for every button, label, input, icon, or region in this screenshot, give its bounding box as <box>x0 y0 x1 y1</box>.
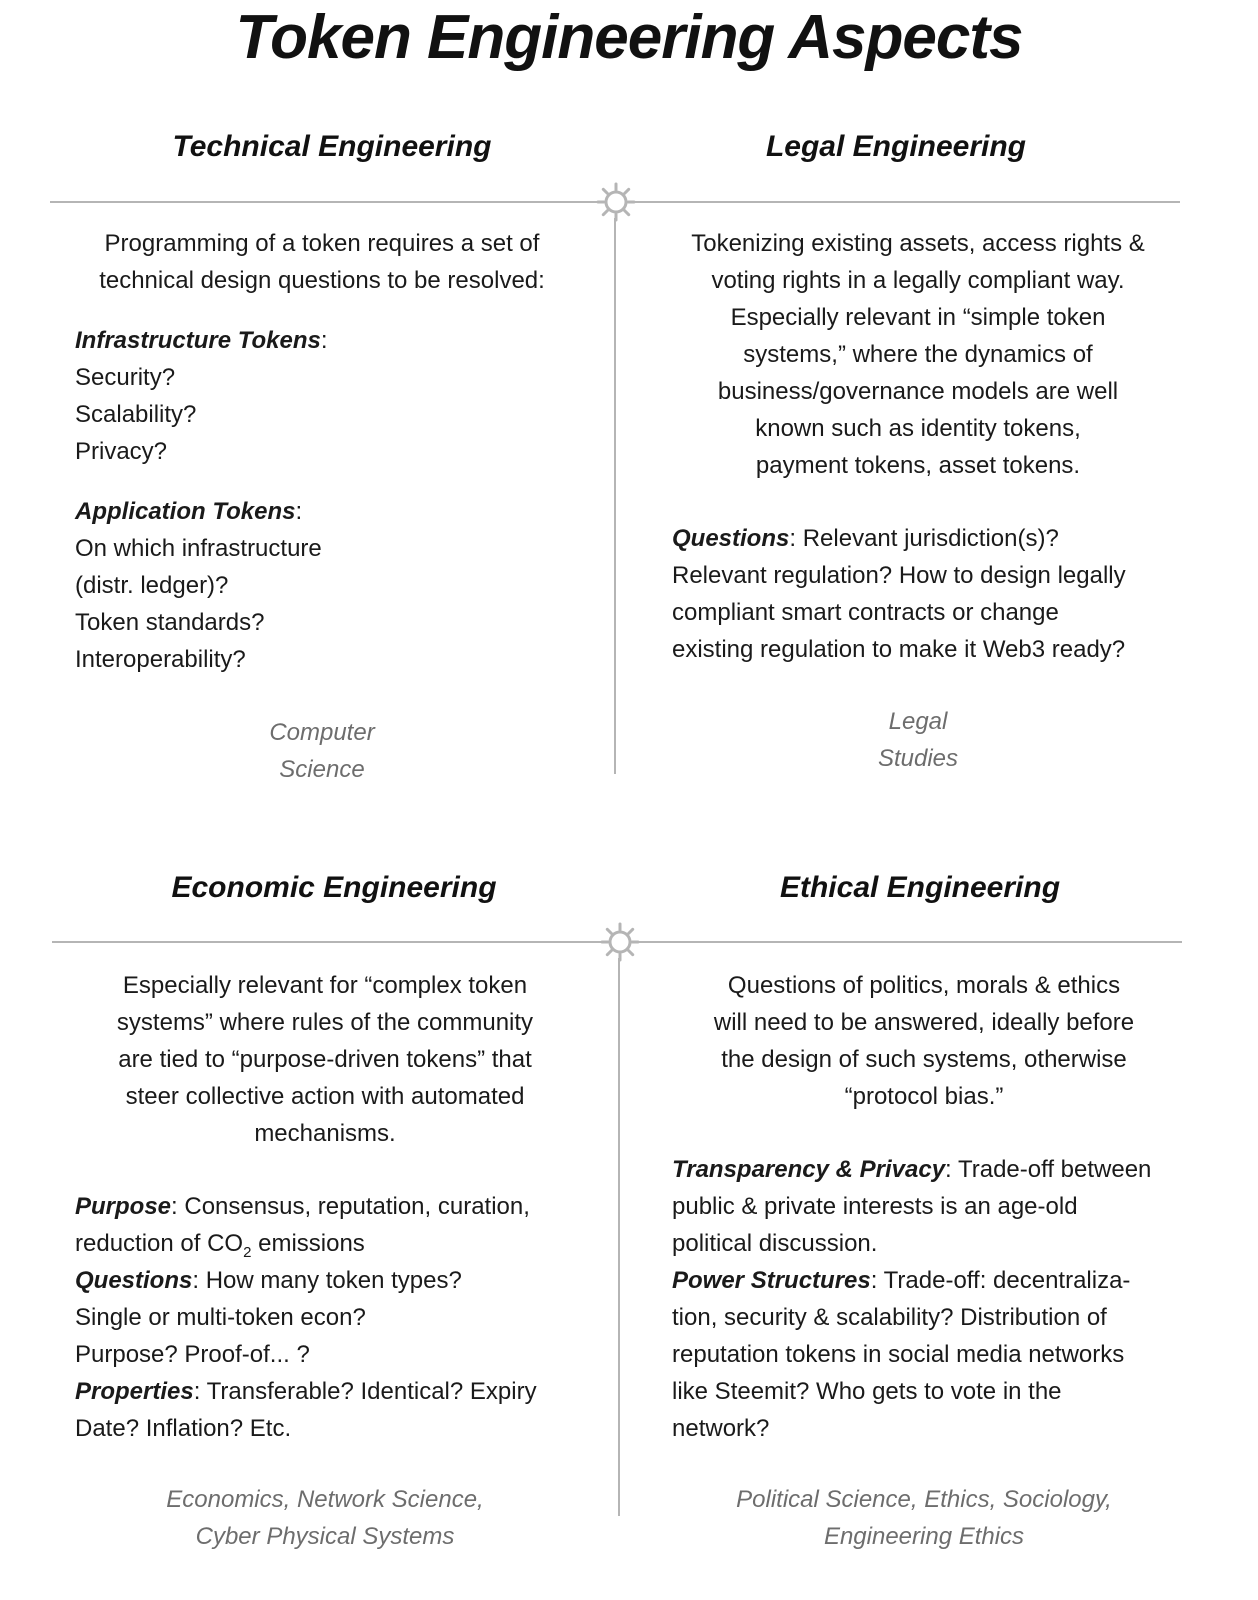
application-item: Interoperability? <box>75 646 246 673</box>
legal-intro-line: systems,” where the dynamics of <box>743 341 1093 368</box>
ethical-intro-line: “protocol bias.” <box>844 1083 1004 1110</box>
legal-intro-line: Especially relevant in “simple token <box>730 304 1106 331</box>
application-item: Token standards? <box>75 609 265 636</box>
economic-heading: Economic Engineering <box>171 871 497 904</box>
technical-intro <box>72 225 572 299</box>
legal-intro <box>652 225 1184 484</box>
ethical-intro-line: Questions of politics, morals & ethics <box>727 972 1121 999</box>
economic-intro-line: are tied to “purpose-driven tokens” that <box>118 1046 532 1073</box>
legal-questions-label: Questions <box>672 525 790 552</box>
technical-infrastructure: Infrastructure Tokens: Security? Scalability? Privacy? <box>75 322 575 470</box>
ethical-heading: Ethical Engineering <box>779 871 1061 904</box>
gear-icon <box>596 182 636 222</box>
infrastructure-item: Security? <box>75 364 176 391</box>
page-title: Token Engineering Aspects <box>235 3 1023 72</box>
properties-label: Properties <box>75 1378 194 1405</box>
infrastructure-item: Scalability? <box>75 401 197 428</box>
gear-icon <box>600 922 640 962</box>
ethical-intro-line: will need to be answered, ideally before <box>713 1009 1135 1036</box>
bottom-vertical-divider <box>618 958 620 1516</box>
legal-intro-line: known such as identity tokens, <box>755 415 1081 442</box>
legal-heading: Legal Engineering <box>765 130 1027 163</box>
purpose-label: Purpose <box>75 1193 172 1220</box>
ethical-intro-line: the design of such systems, otherwise <box>721 1046 1127 1073</box>
economic-intro <box>70 967 580 1152</box>
technical-application: Application Tokens: On which infrastructure (distr. ledger)? Token standards? Interoperability? <box>75 493 575 678</box>
economic-intro-line: systems” where rules of the community <box>116 1009 534 1036</box>
legal-intro-line: business/governance models are well <box>717 378 1119 405</box>
economic-discipline: Economics, Network Science, Cyber Physical Systems <box>166 1486 484 1550</box>
economic-questions-label: Questions <box>75 1267 193 1294</box>
legal-questions: Questions: Relevant jurisdiction(s)? Relevant regulation? How to design legally compliant smart contracts or change existing regulation to make it Web3 ready? <box>672 525 1126 663</box>
legal-intro-line: payment tokens, asset tokens. <box>755 452 1081 479</box>
infrastructure-tokens-label: Infrastructure Tokens <box>75 327 321 354</box>
economic-intro-line: Especially relevant for “complex token <box>122 972 528 999</box>
economic-details: Purpose: Consensus, reputation, curation, reduction of $CO_2$ emissions Questions: How many token types? Single or multi-token econ? Purpose? Proof-of... ? Properties: Transferable? Identical? Expiry Date? Inflation? Etc. <box>75 1193 537 1442</box>
legal-discipline: Legal Studies <box>877 708 959 772</box>
economic-intro-line: mechanisms. <box>254 1120 396 1147</box>
technical-intro-line: Programming of a token requires a set of <box>104 230 540 257</box>
technical-heading: Technical Engineering <box>172 130 492 163</box>
transparency-privacy-label: Transparency & Privacy <box>672 1156 946 1183</box>
economic-intro-line: steer collective action with automated <box>125 1083 525 1110</box>
ethical-details: Transparency & Privacy: Trade-off between public & private interests is an age-old political discussion. Power Structures: Trade-off: decentraliza- tion, security & scalability? Distribution of reputation tokens in social media networks like Steemit? Who gets to vote in the network? <box>672 1156 1152 1442</box>
top-vertical-divider <box>614 218 616 774</box>
application-item: (distr. ledger)? <box>75 572 229 599</box>
application-tokens-label: Application Tokens <box>75 498 296 525</box>
ethical-discipline: Political Science, Ethics, Sociology, Engineering Ethics <box>736 1486 1112 1550</box>
legal-intro-line: voting rights in a legally compliant way. <box>711 267 1125 294</box>
power-structures-label: Power Structures <box>672 1267 871 1294</box>
legal-intro-line: Tokenizing existing assets, access rights & <box>691 230 1145 257</box>
infrastructure-item: Privacy? <box>75 438 168 465</box>
technical-discipline: Computer Science <box>269 719 375 783</box>
technical-intro-line: technical design questions to be resolved: <box>99 267 545 294</box>
application-item: On which infrastructure <box>75 535 322 562</box>
ethical-intro <box>664 967 1184 1115</box>
